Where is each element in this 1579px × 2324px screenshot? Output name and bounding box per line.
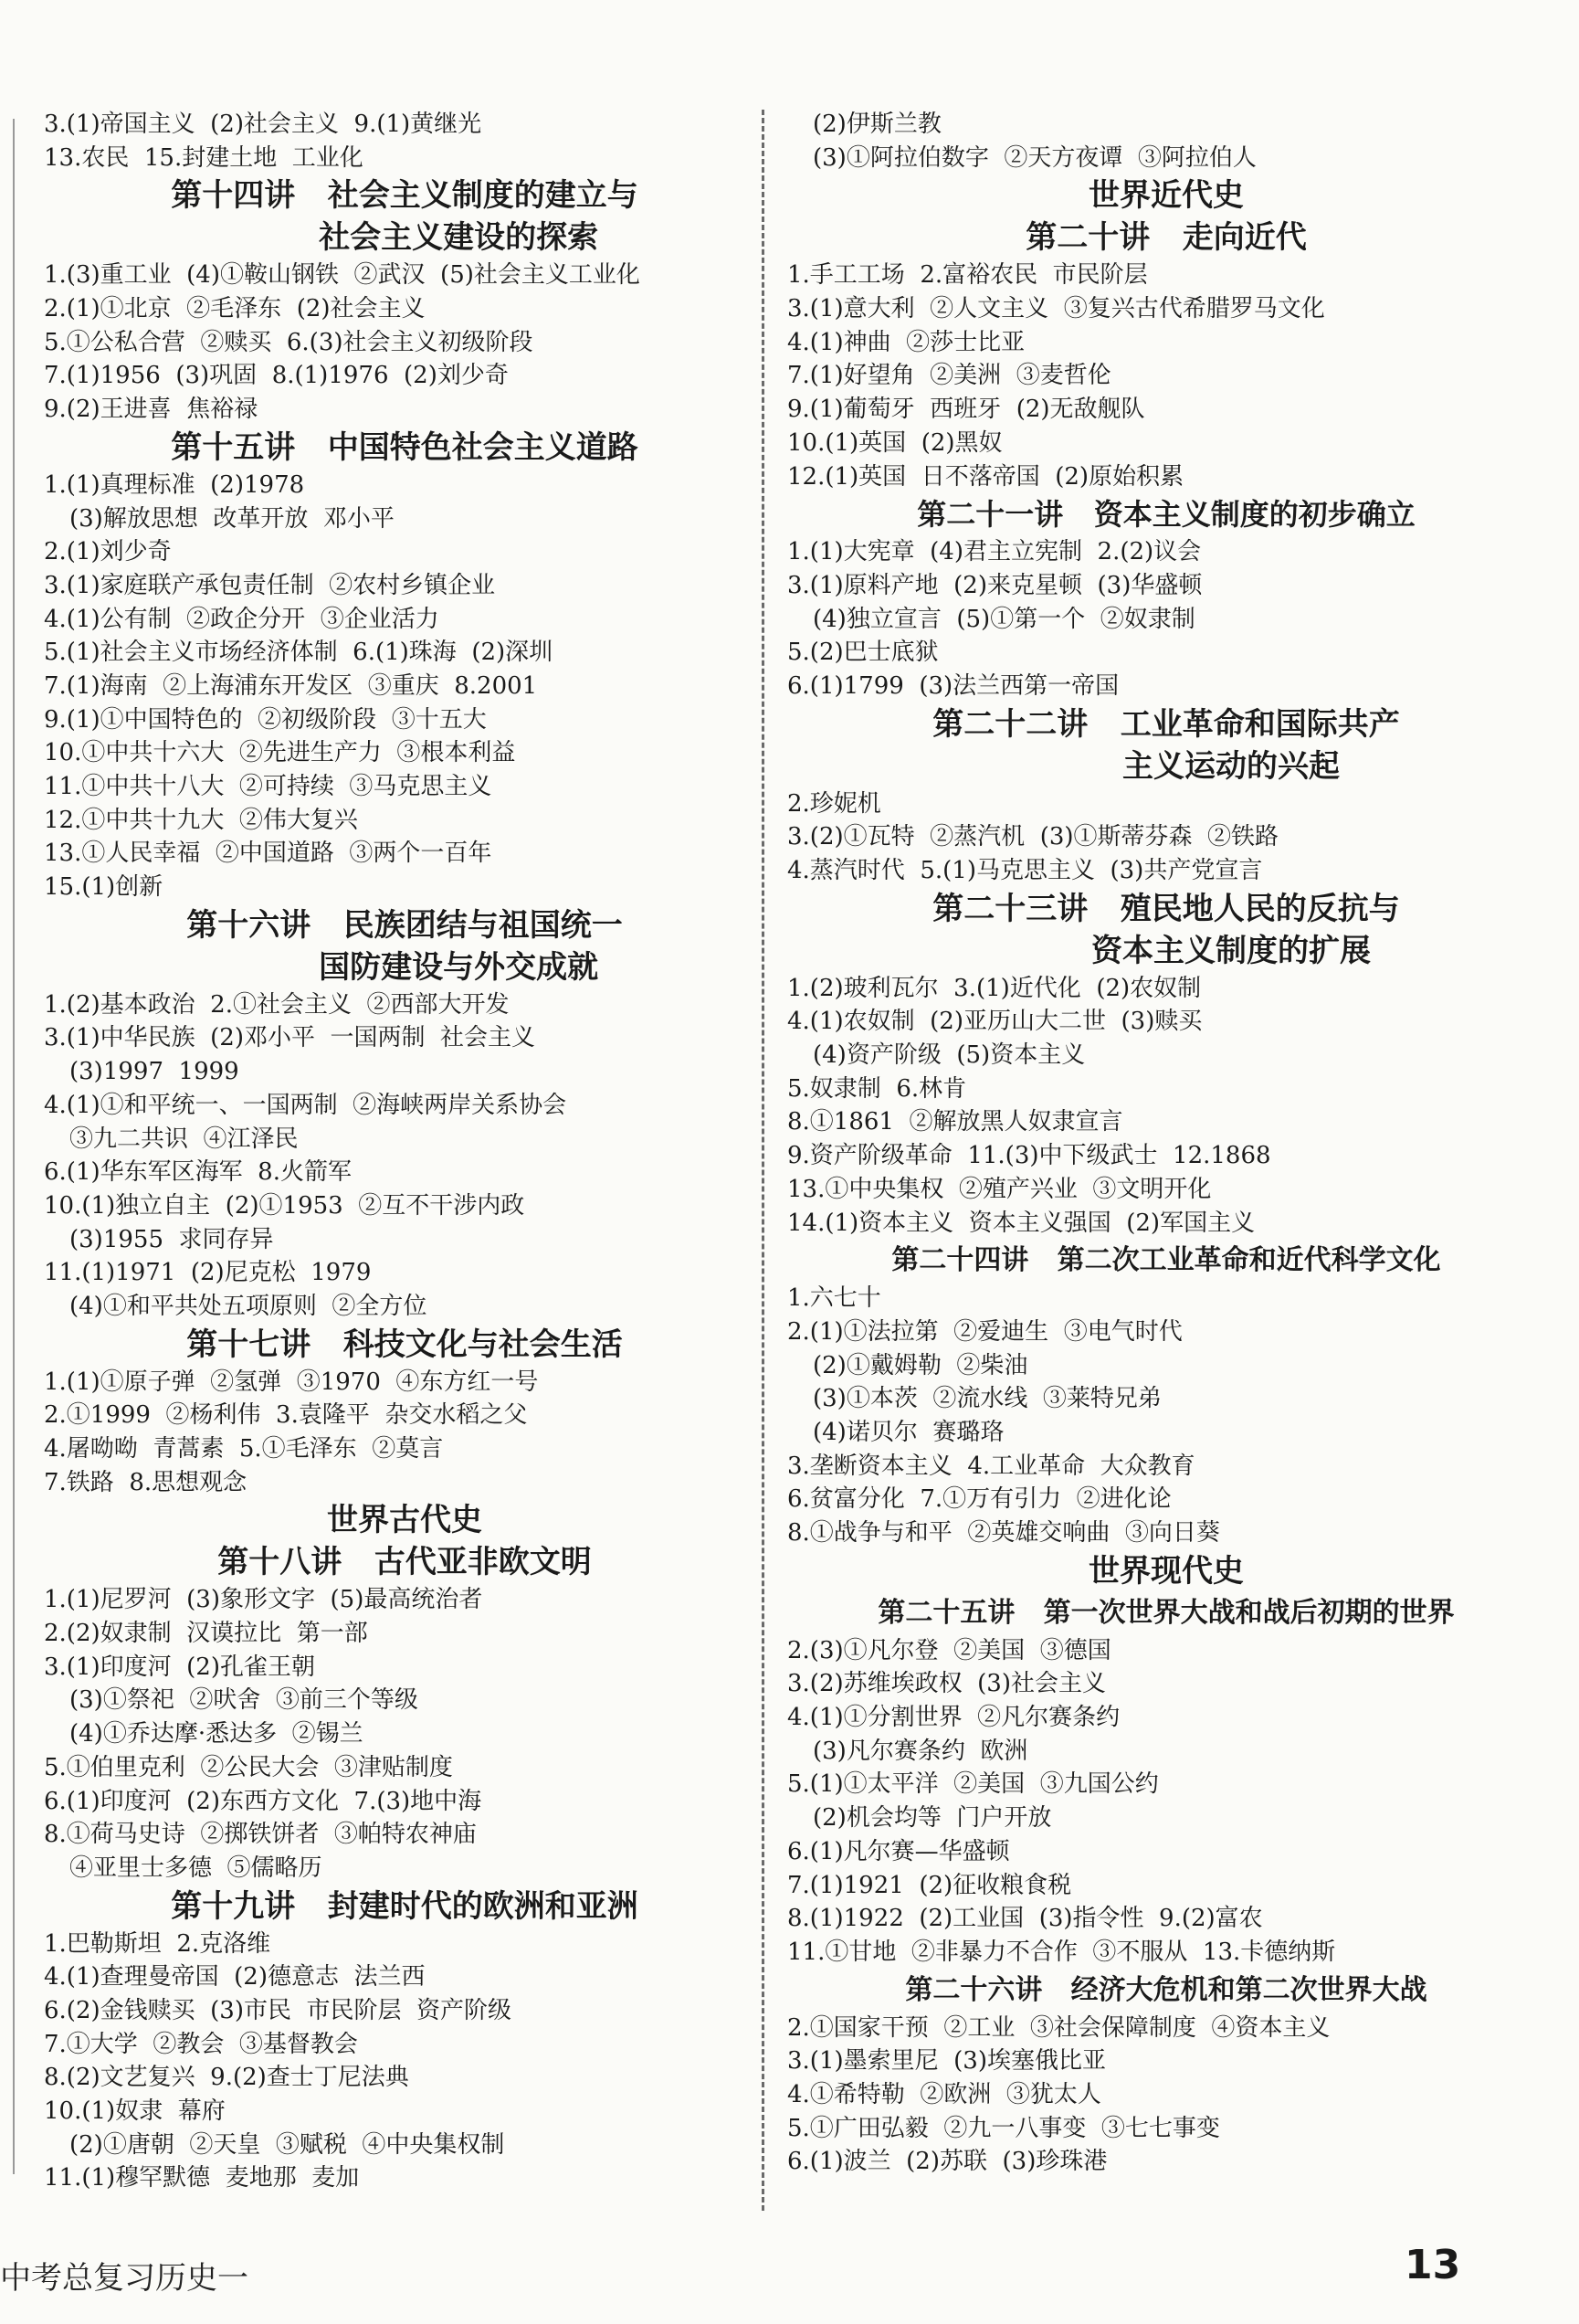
answer-line: 1.(3)重工业 (4)①鞍山钢铁 ②武汉 (5)社会主义工业化 <box>44 261 640 290</box>
answer-line: 12.①中共十九大 ②伟大复兴 <box>44 806 358 834</box>
section-heading: 世界近代史 <box>1089 177 1244 215</box>
answer-line: 4.(1)神曲 ②莎士比亚 <box>787 328 1026 356</box>
answer-line: ④亚里士多德 ⑤儒略历 <box>69 1854 322 1882</box>
lecture-heading: 第十四讲 社会主义制度的建立与 <box>171 177 638 215</box>
lecture-heading: 主义运动的兴起 <box>992 747 1341 785</box>
answer-line: 10.①中共十六大 ②先进生产力 ③根本利益 <box>44 739 516 767</box>
answer-line: 2.(1)刘少奇 <box>44 538 172 566</box>
answer-line: 6.(1)凡尔赛—华盛顿 <box>787 1837 1010 1865</box>
answer-line: (4)①和平共处五项原则 ②全方位 <box>69 1292 427 1320</box>
answer-line: 1.(2)基本政治 2.①社会主义 ②西部大开发 <box>44 990 510 1019</box>
answer-line: 13.农民 15.封建土地 工业化 <box>44 143 363 172</box>
answer-line: (3)①阿拉伯数字 ②天方夜谭 ③阿拉伯人 <box>813 143 1257 172</box>
answer-line: 2.①国家干预 ②工业 ③社会保障制度 ④资本主义 <box>787 2013 1331 2042</box>
answer-line: 1.(1)尼罗河 (3)象形文字 (5)最高统治者 <box>44 1586 483 1614</box>
page-left-edge <box>13 119 15 2174</box>
answer-line: 4.①希特勒 ②欧洲 ③犹太人 <box>787 2080 1101 2108</box>
answer-line: (4)诺贝尔 赛璐珞 <box>813 1418 1005 1446</box>
answer-line: 4.屠呦呦 青蒿素 5.①毛泽东 ②莫言 <box>44 1435 444 1463</box>
answer-line: 3.(1)中华民族 (2)邓小平 一国两制 社会主义 <box>44 1024 536 1052</box>
answer-line: 11.①中共十八大 ②可持续 ③马克思主义 <box>44 773 492 800</box>
answer-line: 1.(1)①原子弹 ②氢弹 ③1970 ④东方红一号 <box>44 1368 539 1396</box>
answer-line: 10.(1)奴隶 幕府 <box>44 2097 226 2125</box>
lecture-heading: 第二十五讲 第一次世界大战和战后初期的世界 <box>878 1596 1455 1629</box>
answer-line: 3.(1)原料产地 (2)来克星顿 (3)华盛顿 <box>787 571 1203 599</box>
lecture-heading: 国防建设与外交成就 <box>210 948 599 986</box>
left-column <box>44 108 765 2195</box>
answer-line: 2.(1)①法拉第 ②爱迪生 ③电气时代 <box>787 1317 1183 1346</box>
answer-line: 1.(1)大宪章 (4)君主立宪制 2.(2)议会 <box>787 538 1202 566</box>
answer-line: 1.(1)真理标准 (2)1978 <box>44 470 305 499</box>
answer-line: 7.铁路 8.思想观念 <box>44 1468 247 1496</box>
answer-line: 4.(1)①和平统一、一国两制 ②海峡两岸关系协会 <box>44 1091 567 1119</box>
answer-line: 1.六七十 <box>787 1284 881 1313</box>
column-divider <box>762 110 764 2211</box>
answer-line: 9.资产阶级革命 11.(3)中下级武士 12.1868 <box>787 1142 1271 1170</box>
answer-line: (4)资产阶级 (5)资本主义 <box>813 1041 1086 1070</box>
answer-line: 1.巴勒斯坦 2.克洛维 <box>44 1929 271 1958</box>
answer-line: 8.(2)文艺复兴 9.(2)查士丁尼法典 <box>44 2064 409 2092</box>
answer-line: 8.①战争与和平 ②英雄交响曲 ③向日葵 <box>787 1519 1220 1547</box>
lecture-heading: 第十八讲 古代亚非欧文明 <box>217 1544 592 1581</box>
answer-line: (3)凡尔赛条约 欧洲 <box>813 1737 1028 1765</box>
answer-line: (3)①本茨 ②流水线 ③莱特兄弟 <box>813 1385 1162 1413</box>
answer-line: 4.蒸汽时代 5.(1)马克思主义 (3)共产党宣言 <box>787 857 1263 884</box>
answer-line: 3.(1)墨索里尼 (3)埃塞俄比亚 <box>787 2047 1106 2076</box>
answer-line: 6.(1)印度河 (2)东西方文化 7.(3)地中海 <box>44 1787 482 1815</box>
answer-line: 7.(1)海南 ②上海浦东开发区 ③重庆 8.2001 <box>44 671 538 700</box>
answer-line: 3.(1)意大利 ②人文主义 ③复兴古代希腊罗马文化 <box>787 295 1325 323</box>
answer-line: 6.(2)金钱赎买 (3)市民 市民阶层 资产阶级 <box>44 1996 512 2024</box>
answer-line: 3.垄断资本主义 4.工业革命 大众教育 <box>787 1452 1195 1480</box>
answer-line: 6.贫富分化 7.①万有引力 ②进化论 <box>787 1485 1172 1514</box>
lecture-heading: 第十五讲 中国特色社会主义道路 <box>171 428 638 466</box>
lecture-heading: 第二十四讲 第二次工业革命和近代科学文化 <box>891 1244 1441 1277</box>
answer-line: 4.(1)公有制 ②政企分开 ③企业活力 <box>44 605 439 633</box>
page-number: 13 <box>1405 2242 1461 2288</box>
answer-line: 13.①人民幸福 ②中国道路 ③两个一百年 <box>44 840 492 868</box>
answer-line: 6.(1)1799 (3)法兰西第一帝国 <box>787 671 1120 700</box>
answer-line: 4.(1)①分割世界 ②凡尔赛条约 <box>787 1704 1121 1732</box>
answer-line: 12.(1)英国 日不落帝国 (2)原始积累 <box>787 462 1184 491</box>
answer-line: 4.(1)农奴制 (2)亚历山大二世 (3)赎买 <box>787 1008 1203 1036</box>
answer-line: 1.手工工场 2.富裕农民 市民阶层 <box>787 261 1148 290</box>
answer-line: 3.(2)苏维埃政权 (3)社会主义 <box>787 1670 1106 1698</box>
answer-line: (2)①唐朝 ②天皇 ③赋税 ④中央集权制 <box>69 2130 505 2159</box>
lecture-heading: 第二十三讲 殖民地人民的反抗与 <box>932 890 1400 927</box>
section-heading: 世界现代史 <box>1089 1552 1244 1590</box>
right-column <box>787 108 1545 2179</box>
answer-line: 3.(1)家庭联产承包责任制 ②农村乡镇企业 <box>44 571 496 599</box>
answer-line: 2.(1)①北京 ②毛泽东 (2)社会主义 <box>44 295 426 323</box>
answer-line: 11.(1)穆罕默德 麦地那 麦加 <box>44 2164 360 2192</box>
footer-book-title: 中考总复习历史一 <box>0 2260 248 2297</box>
answer-line: 7.(1)好望角 ②美洲 ③麦哲伦 <box>787 362 1111 390</box>
answer-line: 6.(1)华东军区海军 8.火箭军 <box>44 1158 352 1187</box>
answer-line: (4)①乔达摩·悉达多 ②锡兰 <box>69 1720 363 1748</box>
answer-line: 11.①甘地 ②非暴力不合作 ③不服从 13.卡德纳斯 <box>787 1938 1336 1966</box>
answer-line: 9.(1)①中国特色的 ②初级阶段 ③十五大 <box>44 705 487 734</box>
lecture-heading: 第十九讲 封建时代的欧洲和亚洲 <box>171 1887 638 1925</box>
answer-line: 7.(1)1921 (2)征收粮食税 <box>787 1871 1072 1899</box>
answer-line: (2)伊斯兰教 <box>813 111 942 138</box>
answer-line: 5.(1)社会主义市场经济体制 6.(1)珠海 (2)深圳 <box>44 639 553 667</box>
answer-line: 10.(1)英国 (2)黑奴 <box>787 428 1003 457</box>
answer-line: 5.①广田弘毅 ②九一八事变 ③七七事变 <box>787 2114 1220 2142</box>
answer-line: 11.(1)1971 (2)尼克松 1979 <box>44 1259 372 1287</box>
answer-line: 4.(1)查理曼帝国 (2)德意志 法兰西 <box>44 1963 426 1991</box>
lecture-heading: 社会主义建设的探索 <box>210 219 599 257</box>
answer-line: 8.(1)1922 (2)工业国 (3)指令性 9.(2)富农 <box>787 1905 1263 1933</box>
answer-line: 1.(2)玻利瓦尔 3.(1)近代化 (2)农奴制 <box>787 974 1202 1002</box>
answer-line: 8.①荷马史诗 ②掷铁饼者 ③帕特农神庙 <box>44 1821 477 1849</box>
answer-line: (2)①戴姆勒 ②柴油 <box>813 1351 1028 1379</box>
answer-line: 10.(1)独立自主 (2)①1953 ②互不干涉内政 <box>44 1191 525 1220</box>
answer-line: (3)解放思想 改革开放 邓小平 <box>69 504 395 533</box>
lecture-heading: 第二十讲 走向近代 <box>1026 219 1307 257</box>
answer-line: 2.(3)①凡尔登 ②美国 ③德国 <box>787 1636 1111 1664</box>
answer-line: 8.①1861 ②解放黑人奴隶宣言 <box>787 1108 1123 1136</box>
answer-line: 7.(1)1956 (3)巩固 8.(1)1976 (2)刘少奇 <box>44 362 509 390</box>
answer-line: 3.(2)①瓦特 ②蒸汽机 (3)①斯蒂芬森 ②铁路 <box>787 823 1279 851</box>
answer-line: ③九二共识 ④江泽民 <box>69 1125 299 1153</box>
answer-line: 3.(1)印度河 (2)孔雀王朝 <box>44 1653 315 1681</box>
answer-line: 5.奴隶制 6.林肯 <box>787 1074 967 1103</box>
answer-line: 13.①中央集权 ②殖产兴业 ③文明开化 <box>787 1175 1212 1203</box>
answer-line: 7.①大学 ②教会 ③基督教会 <box>44 2030 358 2058</box>
answer-line: 2.①1999 ②杨利伟 3.袁隆平 杂交水稻之父 <box>44 1401 528 1430</box>
lecture-heading: 第十七讲 科技文化与社会生活 <box>186 1326 623 1363</box>
lecture-heading: 第二十六讲 经济大危机和第二次世界大战 <box>905 1973 1427 2006</box>
answer-line: 9.(2)王进喜 焦裕禄 <box>44 396 258 424</box>
answer-line: (3)1997 1999 <box>69 1058 239 1086</box>
answer-line: 5.①公私合营 ②赎买 6.(3)社会主义初级阶段 <box>44 328 533 356</box>
section-heading: 世界古代史 <box>327 1502 482 1539</box>
answer-line: 3.(1)帝国主义 (2)社会主义 9.(1)黄继光 <box>44 111 482 138</box>
answer-line: 15.(1)创新 <box>44 873 163 902</box>
answer-line: (3)①祭祀 ②吠舍 ③前三个等级 <box>69 1686 418 1715</box>
answer-line: 5.(2)巴士底狱 <box>787 639 939 667</box>
lecture-heading: 第二十二讲 工业革命和国际共产 <box>932 705 1400 743</box>
answer-line: (2)机会均等 门户开放 <box>813 1804 1052 1833</box>
answer-line: 9.(1)葡萄牙 西班牙 (2)无敌舰队 <box>787 396 1145 424</box>
lecture-heading: 第十六讲 民族团结与祖国统一 <box>186 906 623 944</box>
answer-line: 2.珍妮机 <box>787 789 881 818</box>
answer-line: (3)1955 求同存异 <box>69 1225 274 1253</box>
answer-line: 2.(2)奴隶制 汉谟拉比 第一部 <box>44 1620 368 1648</box>
answer-line: 6.(1)波兰 (2)苏联 (3)珍珠港 <box>787 2148 1108 2176</box>
lecture-heading: 第二十一讲 资本主义制度的初步确立 <box>917 497 1416 533</box>
answer-line: 14.(1)资本主义 资本主义强国 (2)军国主义 <box>787 1209 1256 1237</box>
answer-line: 5.(1)①太平洋 ②美国 ③九国公约 <box>787 1770 1159 1799</box>
lecture-heading: 资本主义制度的扩展 <box>961 932 1372 969</box>
answer-line: 5.①伯里克利 ②公民大会 ③津贴制度 <box>44 1753 453 1781</box>
answer-line: (4)独立宣言 (5)①第一个 ②奴隶制 <box>813 605 1195 633</box>
